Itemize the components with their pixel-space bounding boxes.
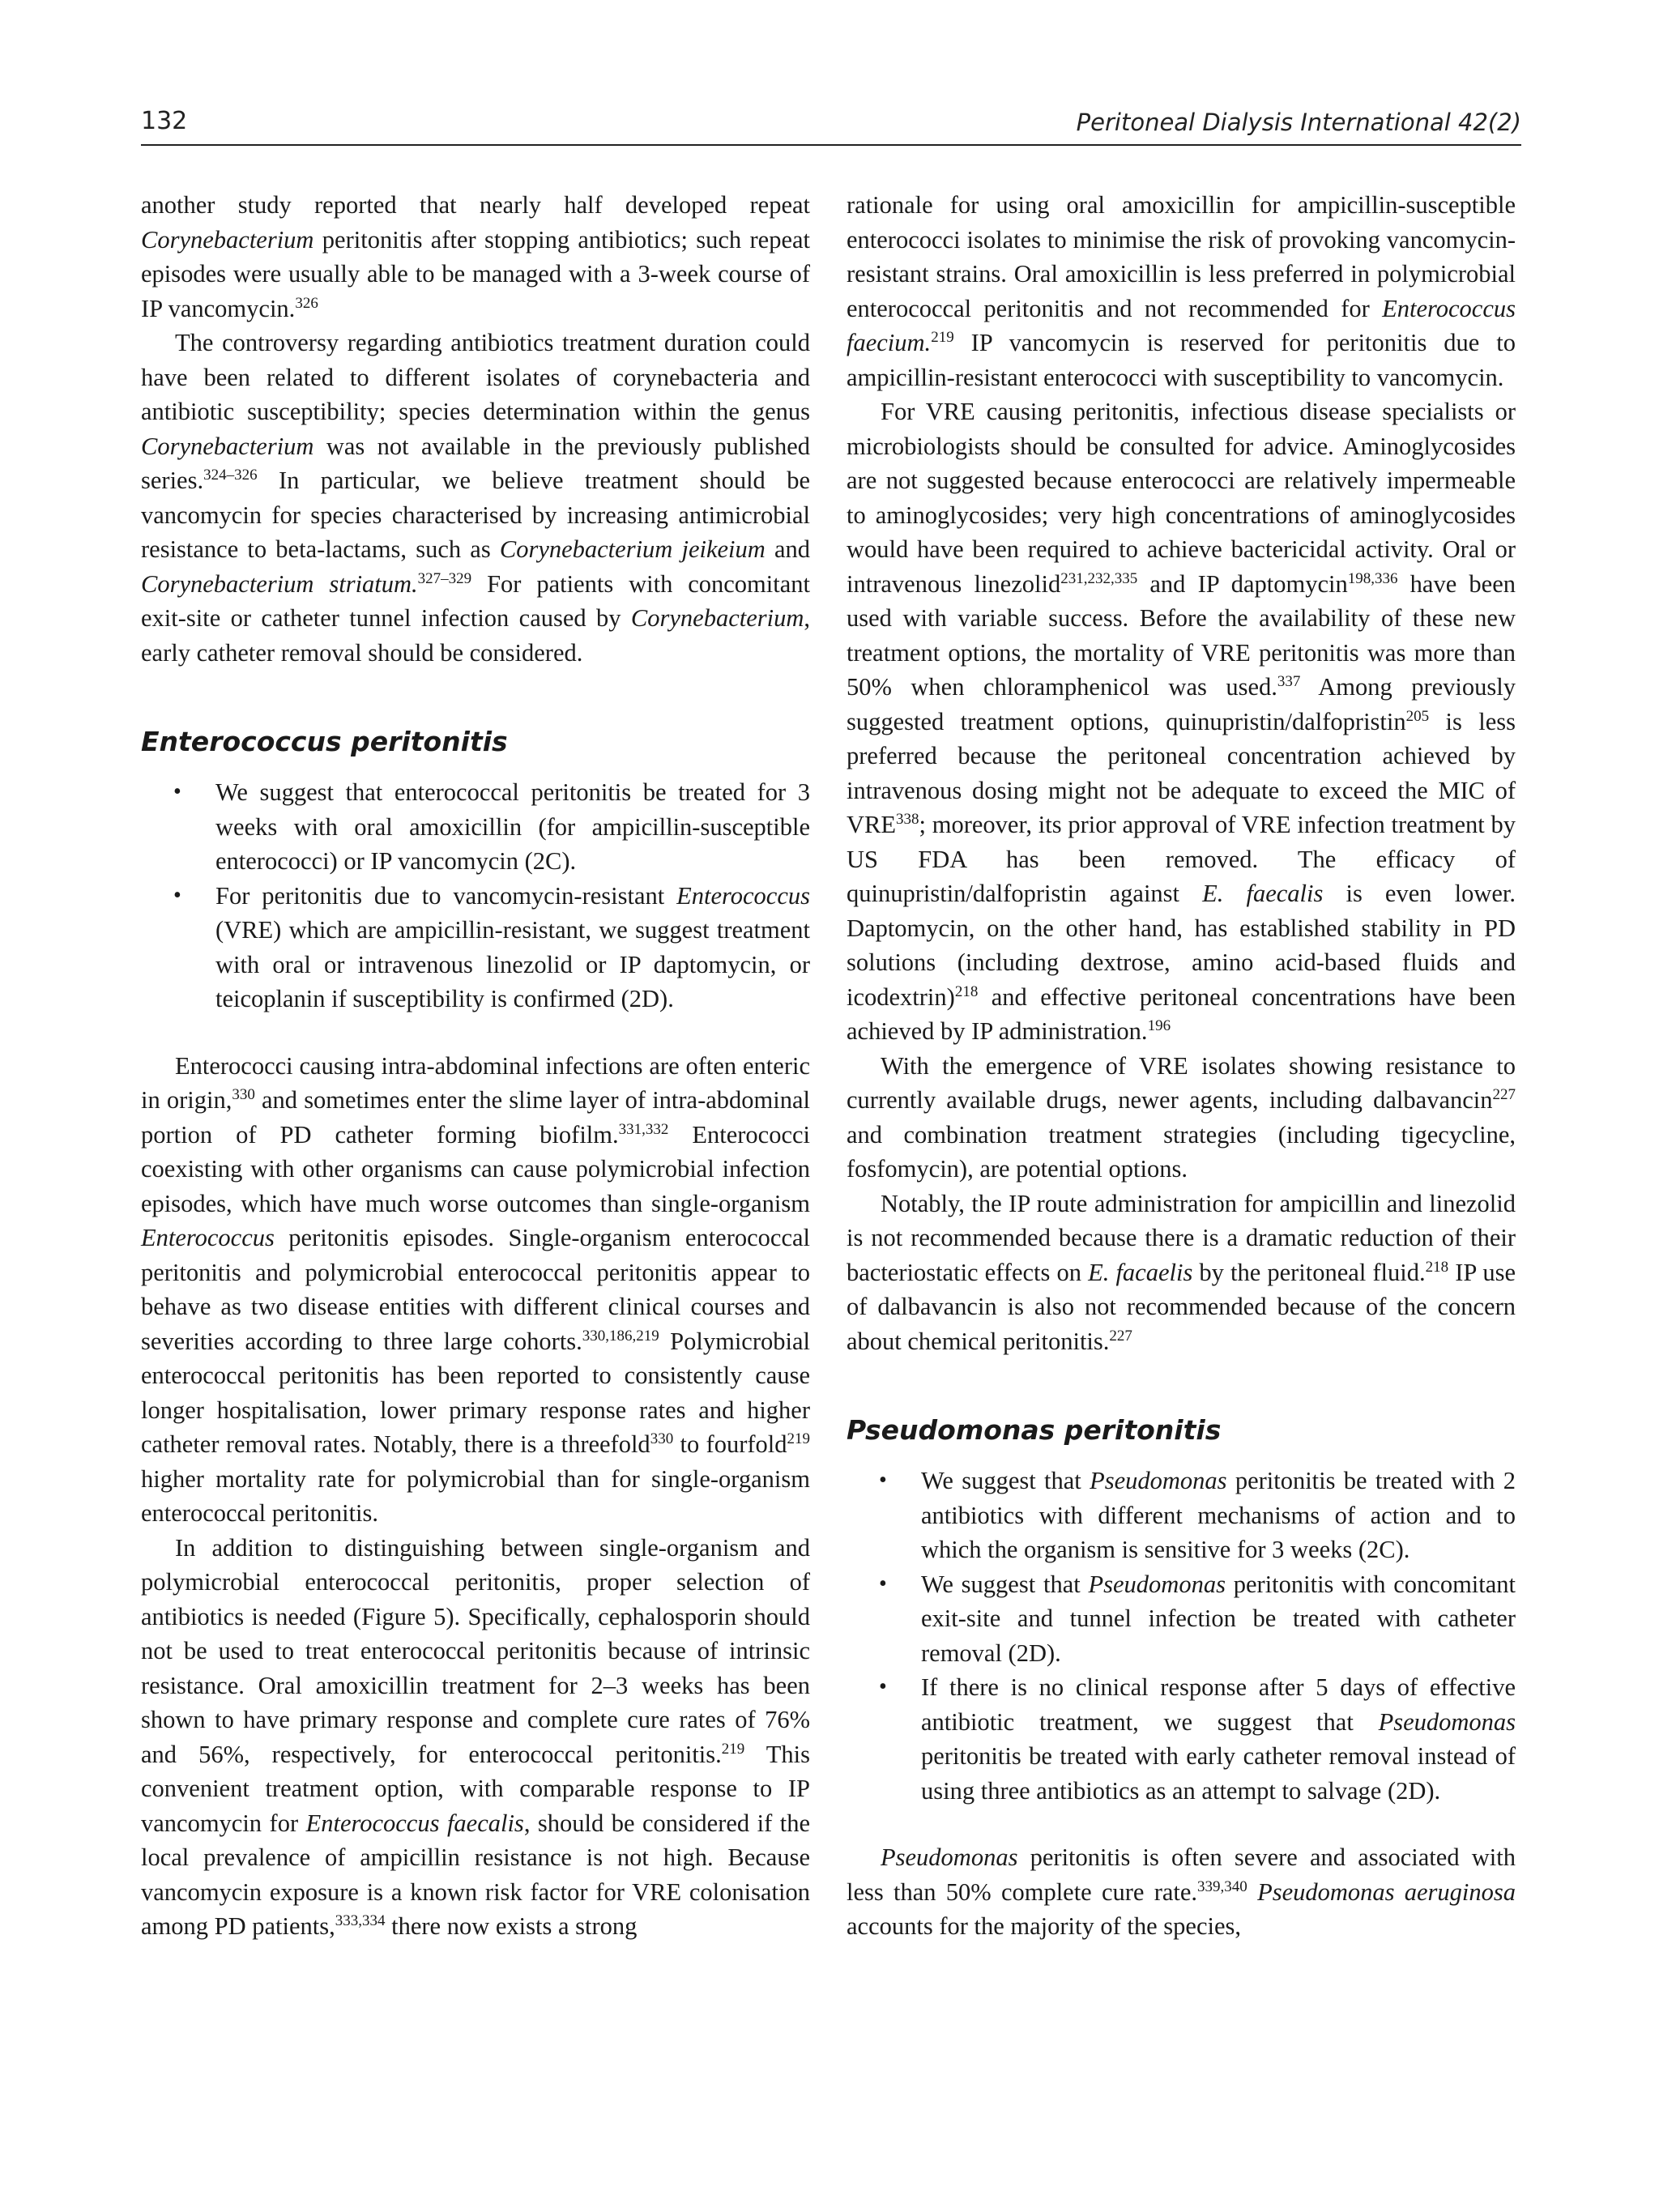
- citation: 231,232,335: [1060, 569, 1138, 587]
- recommendation-list: [847, 1464, 1516, 1808]
- recommendation-item: • We suggest that enterococcal peritonitis be treated for 3 weeks with oral amoxicillin (for ampicillin-susceptible enterococci) or IP vancomycin (2C).: [141, 775, 810, 879]
- bullet-icon: •: [879, 1468, 887, 1493]
- paragraph: With the emergence of VRE isolates showing resistance to currently available drugs, newer agents, including dalbavancin$^{227}$ and combination treatment strategies (including tigecycline, fosfomycin), are potential options.: [847, 1051, 1516, 1183]
- citation: 330: [650, 1430, 674, 1447]
- citation: 326: [295, 294, 318, 312]
- page-number: 132: [141, 107, 188, 135]
- citation: 205: [1405, 707, 1430, 725]
- right-column: [847, 188, 1516, 1944]
- citation: 198,336: [1347, 569, 1398, 587]
- citation: 227: [1492, 1085, 1516, 1103]
- citation: 330,186,219: [582, 1327, 659, 1345]
- bullet-icon: •: [879, 1571, 887, 1596]
- bullet-icon: •: [879, 1674, 887, 1699]
- citation: 339,340: [1197, 1877, 1247, 1895]
- bullet-icon: •: [173, 882, 181, 908]
- citation: 327–329: [417, 569, 472, 587]
- citation: 219: [931, 328, 954, 346]
- paragraph: The controversy regarding antibiotics treatment duration could have been related to different isolates of corynebacteria and antibiotic susceptibility; species determination within the genus Corynebacterium was not available in the previously published series.$^{324-326}$ In particular, we believe treatment should be vancomycin for species characterised by increasing antimicrobial resistance to beta-lactams, such as Corynebacterium jeikeium and Corynebacterium striatum.$^{327-329}$ For patients with concomitant exit-site or catheter tunnel infection caused by Corynebacterium, early catheter removal should be considered.: [141, 329, 811, 667]
- citation: 333,334: [335, 1912, 386, 1929]
- paragraph: Notably, the IP route administration for ampicillin and linezolid is not recommended because there is a dramatic reduction of their bacteriostatic effects on E. facaelis by the peritoneal fluid.$^{218}$ IP use of dalbavancin is also not recommended because of the concern about chemical peritonitis.$^{227}$: [847, 1189, 1516, 1355]
- citation: 331,332: [618, 1120, 669, 1138]
- left-column: [141, 188, 810, 1944]
- paragraph: another study reported that nearly half developed repeat Corynebacterium peritonitis after stopping antibiotics; such repeat episodes were usually able to be managed with a 3-week course of IP vancomycin.$^{326}$: [141, 191, 810, 322]
- recommendation-item: • We suggest that Pseudomonas peritonitis be treated with 2 antibiotics with different mechanisms of action and to which the organism is sensitive for 3 weeks (2C).: [847, 1464, 1516, 1567]
- citation: 227: [1109, 1327, 1132, 1345]
- section-heading-enterococcus: Enterococcus peritonitis: [141, 726, 508, 757]
- citation: 330: [232, 1085, 255, 1103]
- citation: 196: [1147, 1016, 1171, 1034]
- paragraph: rationale for using oral amoxicillin for ampicillin-susceptible enterococci isolates to minimise the risk of provoking vancomycin-resistant strains. Oral amoxicillin is less preferred in polymicrobial enterococcal peritonitis and not recommended for Enterococcus faecium.$^{219}$ IP vancomycin is reserved for peritonitis due to ampicillin-resistant enterococci with susceptibility to vancomycin.: [847, 191, 1516, 391]
- citation: 219: [721, 1740, 745, 1758]
- citation: 338: [896, 810, 919, 828]
- paragraph: In addition to distinguishing between single-organism and polymicrobial enterococcal peritonitis, proper selection of antibiotics is needed (Figure 5). Specifically, cephalosporin should not be used to treat enterococcal peritonitis because of intrinsic resistance. Oral amoxicillin treatment for 2–3 weeks has been shown to have primary response and complete cure rates of 76% and 56%, respectively, for enterococcal peritonitis.$^{219}$ This convenient treatment option, with comparable response to IP vancomycin for Enterococcus faecalis, should be considered if the local prevalence of ampicillin resistance is not high. Because vancomycin exposure is a known risk factor for VRE colonisation among PD patients,$^{333,334}$ there now exists a strong: [141, 1533, 810, 1940]
- recommendation-item: • We suggest that Pseudomonas peritonitis with concomitant exit-site and tunnel infection be treated with catheter removal (2D).: [847, 1567, 1516, 1671]
- paragraph: For VRE causing peritonitis, infectious disease specialists or microbiologists should be consulted for advice. Aminoglycosides are not suggested because enterococci are relatively impermeable to aminoglycosides; very high concentrations of aminoglycosides would have been required to achieve bactericidal activity. Oral or intravenous linezolid$^{231,232,335}$ and IP daptomycin$^{198,336}$ have been used with variable success. Before the availability of these new treatment options, the mortality of VRE peritonitis was more than 50% when chloramphenicol was used.$^{337}$ Among previously suggested treatment options, quinupristin/dalfopristin$^{205}$ is less preferred because the peritoneal concentration achieved by intravenous dosing might not be adequate to exceed the MIC of VRE$^{338}$; moreover, its prior approval of VRE infection treatment by US FDA has been removed. The efficacy of quinupristin/dalfopristin against E. faecalis is even lower. Daptomycin, on the other hand, has established stability in PD solutions (including dextrose, amino acid-based fluids and icodextrin)$^{218}$ and effective peritoneal concentrations have been achieved by IP administration.$^{196}$: [847, 398, 1516, 1045]
- citation: 218: [1425, 1258, 1449, 1276]
- citation: 219: [787, 1430, 810, 1447]
- recommendation-item: • For peritonitis due to vancomycin-resistant Enterococcus (VRE) which are ampicillin-resistant, we suggest treatment with oral or intravenous linezolid or IP daptomycin, or teicoplanin if susceptibility is confirmed (2D).: [141, 879, 810, 1016]
- paragraph: Pseudomonas peritonitis is often severe and associated with less than 50% complete cure rate.$^{339,340}$ Pseudomonas aeruginosa accounts for the majority of the species,: [847, 1843, 1516, 1940]
- recommendation-list: [141, 775, 810, 1016]
- section-heading-pseudomonas: Pseudomonas peritonitis: [847, 1414, 1222, 1446]
- bullet-icon: •: [173, 779, 181, 804]
- citation: 218: [954, 982, 979, 1000]
- citation: 337: [1277, 672, 1301, 690]
- journal-title: Peritoneal Dialysis International 42(2): [1076, 109, 1521, 136]
- recommendation-item: • If there is no clinical response after 5 days of effective antibiotic treatment, we suggest that Pseudomonas peritonitis be treated with early catheter removal instead of using three antibiotics as an attempt to salvage (2D).: [847, 1670, 1516, 1808]
- citation: 324–326: [203, 466, 258, 484]
- page-header: [141, 104, 1521, 146]
- paragraph: Enterococci causing intra-abdominal infections are often enteric in origin,$^{330}$ and sometimes enter the slime layer of intra-abdominal portion of PD catheter forming biofilm.$^{331,332}$ Enterococci coexisting with other organisms can cause polymicrobial infection episodes, which have much worse outcomes than single-organism Enterococcus peritonitis episodes. Single-organism enterococcal peritonitis and polymicrobial enterococcal peritonitis appear to behave as two disease entities with different clinical courses and severities according to three large cohorts.$^{330,186,219}$ Polymicrobial enterococcal peritonitis has been reported to consistently cause longer hospitalisation, lower primary response rates and higher catheter removal rates. Notably, there is a threefold$^{330}$ to fourfold$^{219}$ higher mortality rate for polymicrobial than for single-organism enterococcal peritonitis.: [141, 1051, 810, 1527]
